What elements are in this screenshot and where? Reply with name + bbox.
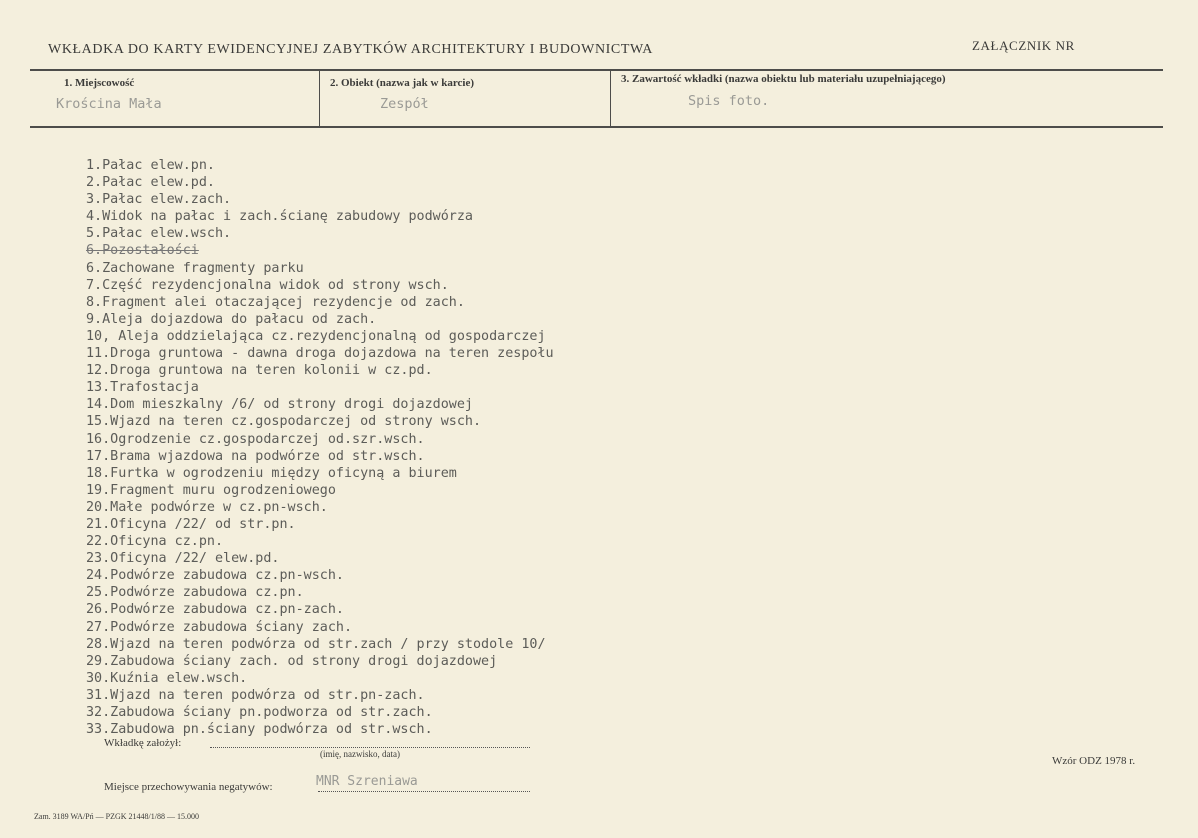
photo-list-item: 7.Część rezydencjonalna widok od strony wsch. <box>86 277 449 293</box>
photo-list-item: 14.Dom mieszkalny /6/ od strony drogi dojazdowej <box>86 397 473 413</box>
photo-list-item: 11.Droga gruntowa - dawna droga dojazdowa na teren zespołu <box>86 346 554 362</box>
inserted-by-label: Wkładkę założył: <box>104 737 182 749</box>
photo-list-item: 17.Brama wjazdowa na podwórze od str.wsch. <box>86 448 425 464</box>
print-order: Zam. 3189 WA/Pń — PZGK 21448/1/88 — 15.000 <box>34 812 199 821</box>
content-label: 3. Zawartość wkładki (nazwa obiektu lub materiału uzupełniającego) <box>621 73 946 85</box>
photo-list-item: 31.Wjazd na teren podwórza od str.pn-zach. <box>86 687 425 703</box>
header-divider-1 <box>319 70 320 127</box>
object-label: 2. Obiekt (nazwa jak w karcie) <box>330 77 475 89</box>
photo-list-item: 25.Podwórze zabudowa cz.pn. <box>86 585 304 601</box>
header-top-rule <box>30 69 1163 71</box>
photo-list-item: 30.Kuźnia elew.wsch. <box>86 670 248 686</box>
photo-list-item: 16.Ogrodzenie cz.gospodarczej od.szr.wsch. <box>86 431 425 447</box>
photo-list-item: 33.Zabudowa pn.ściany podwórza od str.wsch. <box>86 722 433 738</box>
photo-list-item: 21.Oficyna /22/ od str.pn. <box>86 516 296 532</box>
photo-list-item: 10, Aleja oddzielająca cz.rezydencjonalną od gospodarczej <box>86 328 546 344</box>
photo-list-item: 24.Podwórze zabudowa cz.pn-wsch. <box>86 568 344 584</box>
photo-list-item: 20.Małe podwórze w cz.pn-wsch. <box>86 499 328 515</box>
photo-list-item: 15.Wjazd na teren cz.gospodarczej od strony wsch. <box>86 414 482 430</box>
place-label: 1. Miejscowość <box>64 77 135 89</box>
photo-list-item: 18.Furtka w ogrodzeniu między oficyną a biurem <box>86 465 457 481</box>
photo-list-item: 13.Trafostacja <box>86 380 199 396</box>
header-bottom-rule <box>30 126 1163 128</box>
negatives-value: MNR Szreniawa <box>316 774 418 789</box>
photo-list-item: 19.Fragment muru ogrodzeniowego <box>86 482 336 498</box>
annex-label: ZAŁĄCZNIK NR <box>972 38 1075 53</box>
photo-list <box>86 157 554 738</box>
photo-list-item: 5.Pałac elew.wsch. <box>86 226 232 242</box>
photo-list-item: 2.Pałac elew.pd. <box>86 175 215 191</box>
template-label: Wzór ODZ 1978 r. <box>1052 755 1136 767</box>
inserted-by-hint: (imię, nazwisko, data) <box>320 749 400 759</box>
photo-list-item: 29.Zabudowa ściany zach. od strony drogi dojazdowej <box>86 653 498 669</box>
photo-list-item: 8.Fragment alei otaczającej rezydencje od zach. <box>86 294 465 310</box>
photo-list-item: 1.Pałac elew.pn. <box>86 158 215 173</box>
photo-list-item: 23.Oficyna /22/ elew.pd. <box>86 551 280 567</box>
photo-list-item: 9.Aleja dojazdowa do pałacu od zach. <box>86 311 377 327</box>
inserted-by-line <box>210 747 530 748</box>
photo-list-item: 22.Oficyna cz.pn. <box>86 534 224 550</box>
negatives-line <box>318 791 530 792</box>
photo-list-item: 28.Wjazd na teren podwórza od str.zach / przy stodole 10/ <box>86 636 546 652</box>
negatives-label: Miejsce przechowywania negatywów: <box>104 781 273 793</box>
photo-list-item: 6.Zachowane fragmenty parku <box>86 260 304 276</box>
photo-list-item: 3.Pałac elew.zach. <box>86 192 232 208</box>
photo-list-item: 12.Droga gruntowa na teren kolonii w cz.pd. <box>86 363 433 379</box>
photo-list-item: 32.Zabudowa ściany pn.podworza od str.zach. <box>86 705 433 720</box>
form-title: WKŁADKA DO KARTY EWIDENCYJNEJ ZABYTKÓW ARCHITEKTURY I BUDOWNICTWA <box>48 42 653 57</box>
header-divider-2 <box>610 70 611 127</box>
photo-list-item: 6.Pozostałości <box>86 243 199 259</box>
content-value: Spis foto. <box>688 93 770 109</box>
photo-list-item: 4.Widok na pałac i zach.ścianę zabudowy podwórza <box>86 209 473 225</box>
object-value: Zespół <box>380 96 429 112</box>
photo-list-item: 27.Podwórze zabudowa ściany zach. <box>86 619 353 635</box>
photo-list-item: 26.Podwórze zabudowa cz.pn-zach. <box>86 602 344 618</box>
place-value: Krościna Mała <box>56 96 162 112</box>
